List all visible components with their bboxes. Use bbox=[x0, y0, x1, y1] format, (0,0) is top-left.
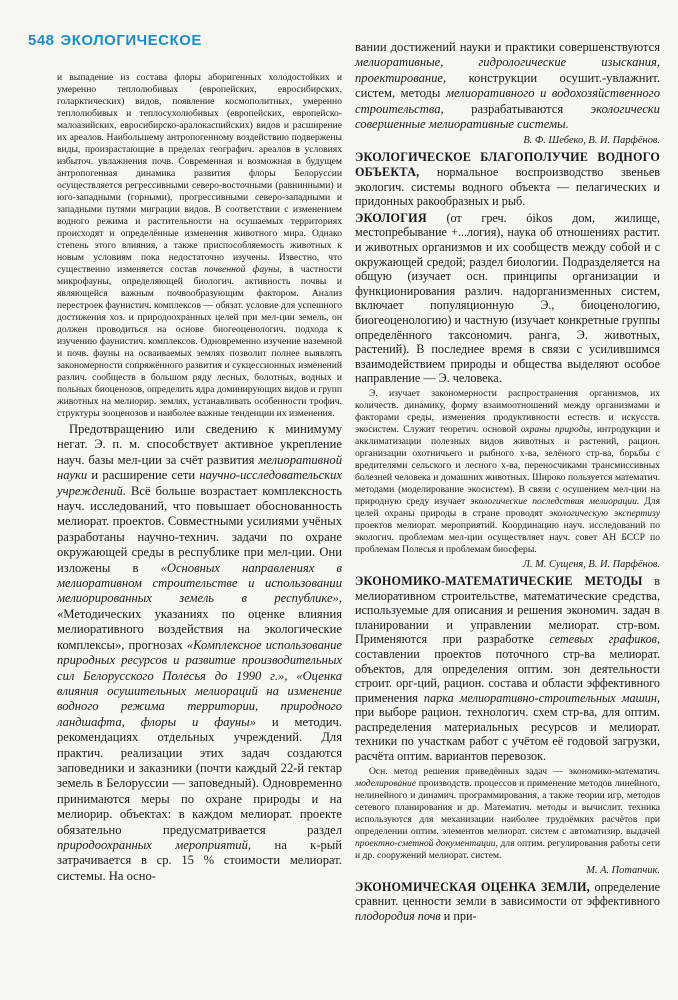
entry-economic-land-valuation: ЭКОНОМИЧЕСКАЯ ОЦЕНКА ЗЕМЛИ, определение сравнит. ценности земли в зависимости от эффективного плодородия почв и при- bbox=[355, 879, 660, 923]
author-signature: М. А. Потапчик. bbox=[586, 864, 660, 876]
running-header bbox=[28, 32, 202, 49]
entry-term: ЭКОЛОГИЯ bbox=[355, 210, 427, 225]
continuation-paragraph: вании достижений науки и практики совершенствуются мелиоративные, гидрологические изыскания, проектирование, конструкции осушит.-увлажнит. систем, методы мелиоративного и водохозяйственного строительства, разрабатываются экологически совершенные мелиоративные системы. bbox=[355, 40, 660, 132]
page-number: 548 bbox=[28, 32, 55, 49]
entry-term: ЭКОНОМИКО-МАТЕМАТИЧЕСКИЕ МЕТОДЫ bbox=[355, 573, 643, 588]
entry-economic-math-methods: ЭКОНОМИКО-МАТЕМАТИЧЕСКИЕ МЕТОДЫ в мелиоративном строительстве, математические средства, используемые для описания и решения экономич. задач в планировании и управлении мелиорат. стр-вом. Применяются при разработке сетевых графиков, составлении проектов поточного стр-ва мелиорат. объектов, для определения оптим. зон деятельности строит. орг-ций, рацион. состава и области эффективного применения парка мелиоративно-строительных машин, при выборе рацион. технологич. схем стр-ва, для оптим. распределения материальных ресурсов и мелиорат. техники по участкам работ с учётом её годовой загрузки, расчёта оптим. вариантов перевозок. bbox=[355, 573, 660, 764]
author-signature: Л. М. Сущеня, В. И. Парфёнов. bbox=[522, 558, 660, 570]
prevention-paragraph bbox=[57, 422, 342, 884]
methods-details: Осн. метод решения приведённых задач — экономико-математич. моделирование производств. процессов и применение методов линейного, нелинейного и динамич. программирования, а также теории игр, методов сетевого планирования и др. Математич. методы и вычислит. техника используются для механизации наиболее трудоёмких расчётов при определении оптим. элементов мелиорат. систем с автоматизир. выдачей проектно-сметной документации, для оптим. регулирования работы сети и др. сооружений мелиорат. систем. bbox=[355, 765, 660, 861]
ecology-details: Э. изучает закономерности распространения организмов, их количеств. динамику, форму взаимоотношений между организмами и факторами среды, изменения продуктивности естеств. и искусств. экосистем. Служит теоретич. основой охраны природы, интродукции и акклиматизации полезных видов животных и растений, рацион. организации охотничьего и рыбного х-ва, зелёного стр-ва, борьбы с вредителями сельского и лесного х-ва, переносчиками трансмиссивных болезней человека и домашних животных. Широко пользуется математич. методами (моделирование экосистем). В связи с осушением мел-ции на природную среду изучает экологические последствия мелиорации. Для целей охраны природы в стране проводят экологическую экспертизу проектов мелиорат. мероприятий. Координацию науч. исследований по экологич. проблемам мел-ции осуществляет науч. совет АН БССР по проблемам Полесья и проблемам биосферы. bbox=[355, 387, 661, 555]
right-column bbox=[355, 40, 660, 925]
fauna-paragraph bbox=[57, 72, 342, 420]
running-head: ЭКОЛОГИЧЕСКОЕ bbox=[60, 32, 202, 49]
entry-term: ЭКОНОМИЧЕСКАЯ ОЦЕНКА ЗЕМЛИ, bbox=[355, 879, 590, 894]
author-signature: В. Ф. Шебеко, В. И. Парфёнов. bbox=[523, 135, 660, 147]
entry-term: ЭКОЛОГИЧЕСКОЕ БЛАГОПОЛУЧИЕ ВОДНОГО ОБЪЕКТА, bbox=[355, 150, 660, 180]
entry-ecological-wellbeing: ЭКОЛОГИЧЕСКОЕ БЛАГОПОЛУЧИЕ ВОДНОГО ОБЪЕКТА, нормальное воспроизводство звеньев экологич. системы водного объекта — пелагических и придонных ракообразных и рыб. bbox=[355, 150, 661, 209]
fauna-text: и выпадение из состава флоры аборигенных холодостойких и умеренно теплолюбивых (европейских, евросибирских, голарктических) видов, появление космополитных, умеренно теплолюбивых и теплосухолюбивых (европейских, европейско-малоазийских, евросибирско-аралокаспийских) видов и расширение их ареалов. Наибольшему антропогенному воздействию подвержены виды, произрастающие в пределах географич. ареалов в условиях избыточ. увлажнения почв. Современная и возможная в будущем антропогенная динамика развития флоры Белоруссии осуществляется регрессивными северо-восточными (равнинными) и юго-западными (горными), прогрессивными северо-западными и западными путями миграции видов. В соответствии с изменением водного режима и растительности на осушаемых территориях происходят и определённые изменения животного мира. Однако степень этого влияния, а также приспособляемость животных к новым условиям пока недостаточно изучены. Известно, что существенно изменяется состав почвенной фауны, в частности микрофауны, определяющей биологич. активность почвы и являющейся важным почвообразующим фактором. Анализ перестроек фаунистич. комплексов — обязат. условие для успешного достижения хоз. и природоохранных целей при мел-ции земель, он должен проводиться на основе биогеоценологич. подхода к изучению фаунистич. комплексов. Одновременно изучение наземной и почв. фауны на осваиваемых землях позволит полнее выявлять закономерности сопряжённого развития и сукцессионных изменений различ. сообществ в большом ряду лесных, болотных, водных и польных биоценозов, определить ядра доминирующих видов и групп животных на мелиорир. землях, устанавливать особенности трофич. структуры зооценозов и наиболее важные тенденции их изменения. bbox=[57, 72, 342, 419]
entry-ecology: ЭКОЛОГИЯ (от греч. óikos дом, жилище, местопребывание +...логия), наука об отношениях растит. и животных организмов и их сообществ между собой и с окружающей средой; раздел биологии. Подразделяется на общую (изучает осн. принципы организации и функционирования различ. надорганизменных систем, включает популяционную Э., биоценологию, биогеоценологию) и частную (изучает конкретные группы определённого таксономич. ранга, Э. животных, растений). В последнее время в связи с усилившимся взаимодействием природы и общества выделяют особое направление — Э. человека. bbox=[355, 210, 660, 386]
prevention-text: Предотвращению или сведению к минимуму негат. Э. п. м. способствует активное укрепление науч. базы мел-ции за счёт развития мелиоративной науки и расширение сети научно-исследовательских учреждений. Всё больше возрастает комплексность науч. исследований, что повышает обоснованность мелиорат. проектов. Совместными усилиями учёных разработаны научно-технич. задачи по охране окружающей среды в республике при мел-ции. Они изложены в «Основных направлениях в мелиоративном строительстве и использовании мелиорированных земель в республике», «Методических указаниях по оценке влияния мелиоративного воздействия на экологические комплексы», прогнозах «Комплексное использование природных ресурсов и развитие производительных сил Белорусского Полесья до 1990 г.», «Оценка влияния осушительных мелиораций на изменение водного режима территории, природного ландшафта, флоры и фауны» и методич. рекомендациях отдельных учреждений. Для практич. реализации этих задач создаются заповедники и заказники (почти каждый 22-й гектар земель в Белоруссии — заповедный). Одновременно принимаются меры по охране природы и на мелиорир. объектах: в каждом мелиорат. проекте обязательно предусматривается раздел природоохранных мероприятий, на к-рый затрачивается в ср. 15 % стоимости мелиорат. системы. На осно- bbox=[57, 422, 342, 883]
left-column bbox=[57, 72, 342, 886]
